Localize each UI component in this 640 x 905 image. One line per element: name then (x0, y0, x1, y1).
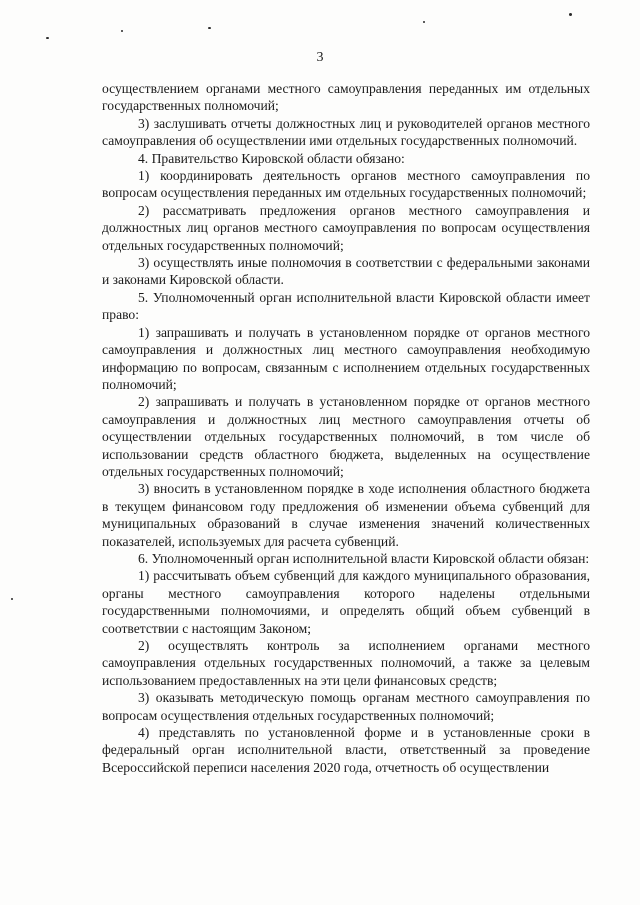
scan-speck (423, 21, 425, 23)
paragraph: осуществлением органами местного самоуправления переданных им отдельных государственных полномочий; (102, 81, 590, 114)
paragraph: 5. Уполномоченный орган исполнительной власти Кировской области имеет право: (102, 289, 590, 323)
paragraph: 3) оказывать методическую помощь органам местного самоуправления по вопросам осуществления отдельных государственных полномочий; (102, 690, 590, 723)
paragraph: 3) осуществлять иные полномочия в соответствии с федеральными законами и законами Кировской области. (102, 255, 590, 288)
scan-speck (121, 30, 123, 32)
scan-speck (569, 13, 572, 16)
paragraph: 1) рассчитывать объем субвенций для каждого муниципального образования, органы местного самоуправления которого наделены отдельными государственными полномочиями, и определять общий объем субвенций в соответствии с настоящим Законом; (102, 568, 590, 636)
paragraph: 2) осуществлять контроль за исполнением органами местного самоуправления отдельных государственных полномочий, а также за целевым использованием предоставленных на эти цели финансовых средств; (102, 638, 590, 688)
paragraph: 4) представлять по установленной форме и в установленные сроки в федеральный орган исполнительной власти, ответственный за проведение Всероссийской переписи населения 2020 года, отчетность об осуществлении (102, 725, 590, 775)
paragraph: 3) вносить в установленном порядке в ходе исполнения областного бюджета в текущем финансовом году предложения об изменении объема субвенций для муниципальных образований в случае изменения значений количественных показателей, используемых для расчета субвенций. (102, 481, 590, 549)
paragraph: 2) рассматривать предложения органов местного самоуправления и должностных лиц органов местного самоуправления по вопросам осуществления отдельных государственных полномочий; (102, 202, 590, 253)
document-body (102, 80, 590, 776)
scan-speck (46, 37, 49, 39)
paragraph: 2) запрашивать и получать в установленном порядке от органов местного самоуправления и должностных лиц местного самоуправления отчеты об осуществлении отдельных государственных полномочий, в том числе об использовании средств областного бюджета, выделенных на осуществление отдельных государственных полномочий; (102, 394, 590, 479)
scan-speck (208, 27, 211, 29)
scan-speck (11, 598, 13, 600)
paragraph: 3) заслушивать отчеты должностных лиц и руководителей органов местного самоуправления об осуществлении ими отдельных государственных полномочий. (102, 115, 590, 149)
paragraph: 6. Уполномоченный орган исполнительной власти Кировской области обязан: (138, 550, 590, 566)
paragraph: 4. Правительство Кировской области обязано: (138, 150, 405, 166)
paragraph: 1) запрашивать и получать в установленном порядке от органов местного самоуправления и должностных лиц местного самоуправления необходимую информацию по вопросам, связанным с исполнением отдельных государственных полномочий; (102, 324, 590, 392)
page-number: 3 (316, 50, 324, 65)
paragraph: 1) координировать деятельность органов местного самоуправления по вопросам осуществления переданных им отдельных государственных полномочий; (102, 168, 590, 201)
